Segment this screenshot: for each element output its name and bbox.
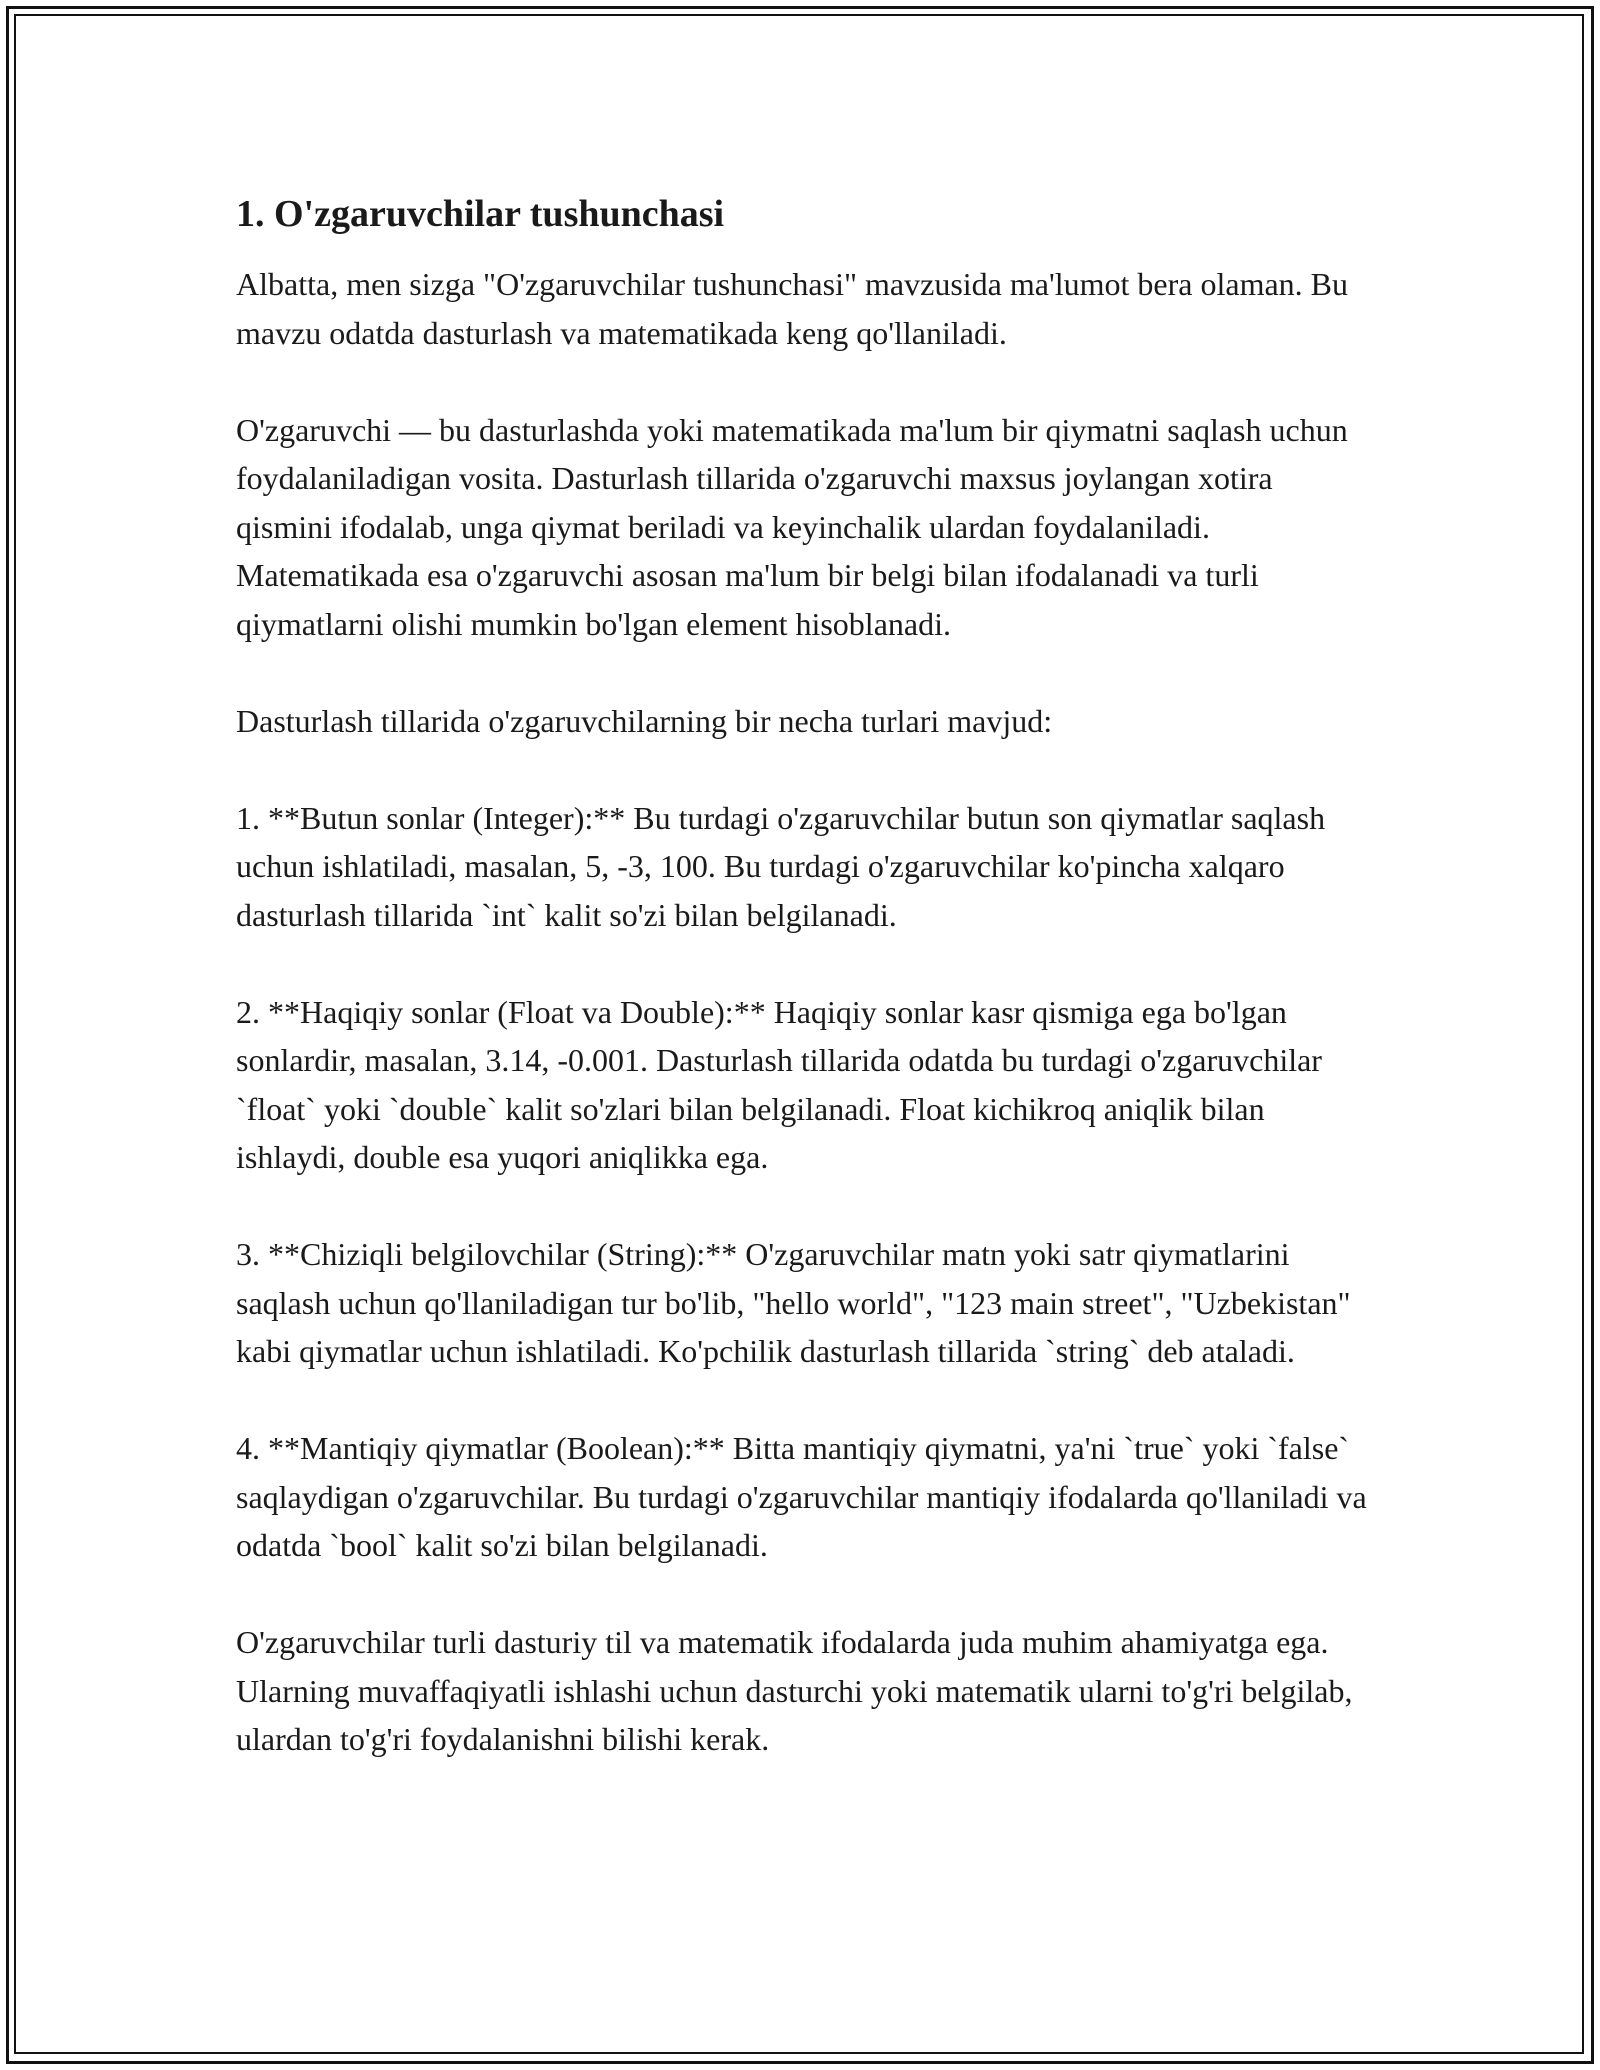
paragraph-types-intro: Dasturlash tillarida o'zgaruvchilarning bir necha turlari mavjud:: [236, 702, 1053, 739]
paragraph-definition: O'zgaruvchi — bu dasturlashda yoki matematikada ma'lum bir qiymatni saqlash uchun foydalaniladigan vosita. Dasturlash tillarida o'zgaruvchi maxsus joylangan xotira qismini ifodalab, unga qiymat beriladi va keyinchalik ulardan foydalaniladi. Matematikada esa o'zgaruvchi asosan ma'lum bir belgi bilan ifodalanadi va turli qiymatlarni olishi mumkin bo'lgan element hisoblanadi.: [236, 411, 1348, 642]
document-title: 1. O'zgaruvchilar tushunchasi: [236, 193, 725, 235]
paragraph-conclusion: O'zgaruvchilar turli dasturiy til va matematik ifodalarda juda muhim ahamiyatga ega. Ularning muvaffaqiyatli ishlashi uchun dasturchi yoki matematik ularni to'g'ri belgilab, ulardan to'g'ri foydalanishni bilishi kerak.: [236, 1624, 1353, 1757]
paragraph-integer: 1. **Butun sonlar (Integer):** Bu turdagi o'zgaruvchilar butun son qiymatlar saqlash uchun ishlatiladi, masalan, 5, -3, 100. Bu turdagi o'zgaruvchilar ko'pincha xalqaro dasturlash tillarida `int` kalit so'zi bilan belgilanadi.: [236, 799, 1326, 933]
paragraph-intro: Albatta, men sizga "O'zgaruvchilar tushunchasi" mavzusida ma'lumot bera olaman. Bu mavzu odatda dasturlash va matematikada keng qo'llaniladi.: [236, 266, 1348, 351]
document-body: [236, 188, 1376, 1764]
paragraph-string: 3. **Chiziqli belgilovchilar (String):** O'zgaruvchilar matn yoki satr qiymatlarini saqlash uchun qo'llaniladigan tur bo'lib, "hello world", "123 main street", "Uzbekistan" kabi qiymatlar uchun ishlatiladi. Ko'pchilik dasturlash tillarida `string` deb ataladi.: [236, 1236, 1351, 1369]
paragraph-boolean: 4. **Mantiqiy qiymatlar (Boolean):** Bitta mantiqiy qiymatni, ya'ni `true` yoki `false` saqlaydigan o'zgaruvchilar. Bu turdagi o'zgaruvchilar mantiqiy ifodalarda qo'llaniladi va odatda `bool` kalit so'zi bilan belgilanadi.: [236, 1430, 1367, 1563]
paragraph-float-double: 2. **Haqiqiy sonlar (Float va Double):** Haqiqiy sonlar kasr qismiga ega bo'lgan sonlardir, masalan, 3.14, -0.001. Dasturlash tillarida odatda bu turdagi o'zgaruvchilar `float` yoki `double` kalit so'zlari bilan belgilanadi. Float kichikroq aniqlik bilan ishlaydi, double esa yuqori aniqlikka ega.: [236, 993, 1322, 1175]
